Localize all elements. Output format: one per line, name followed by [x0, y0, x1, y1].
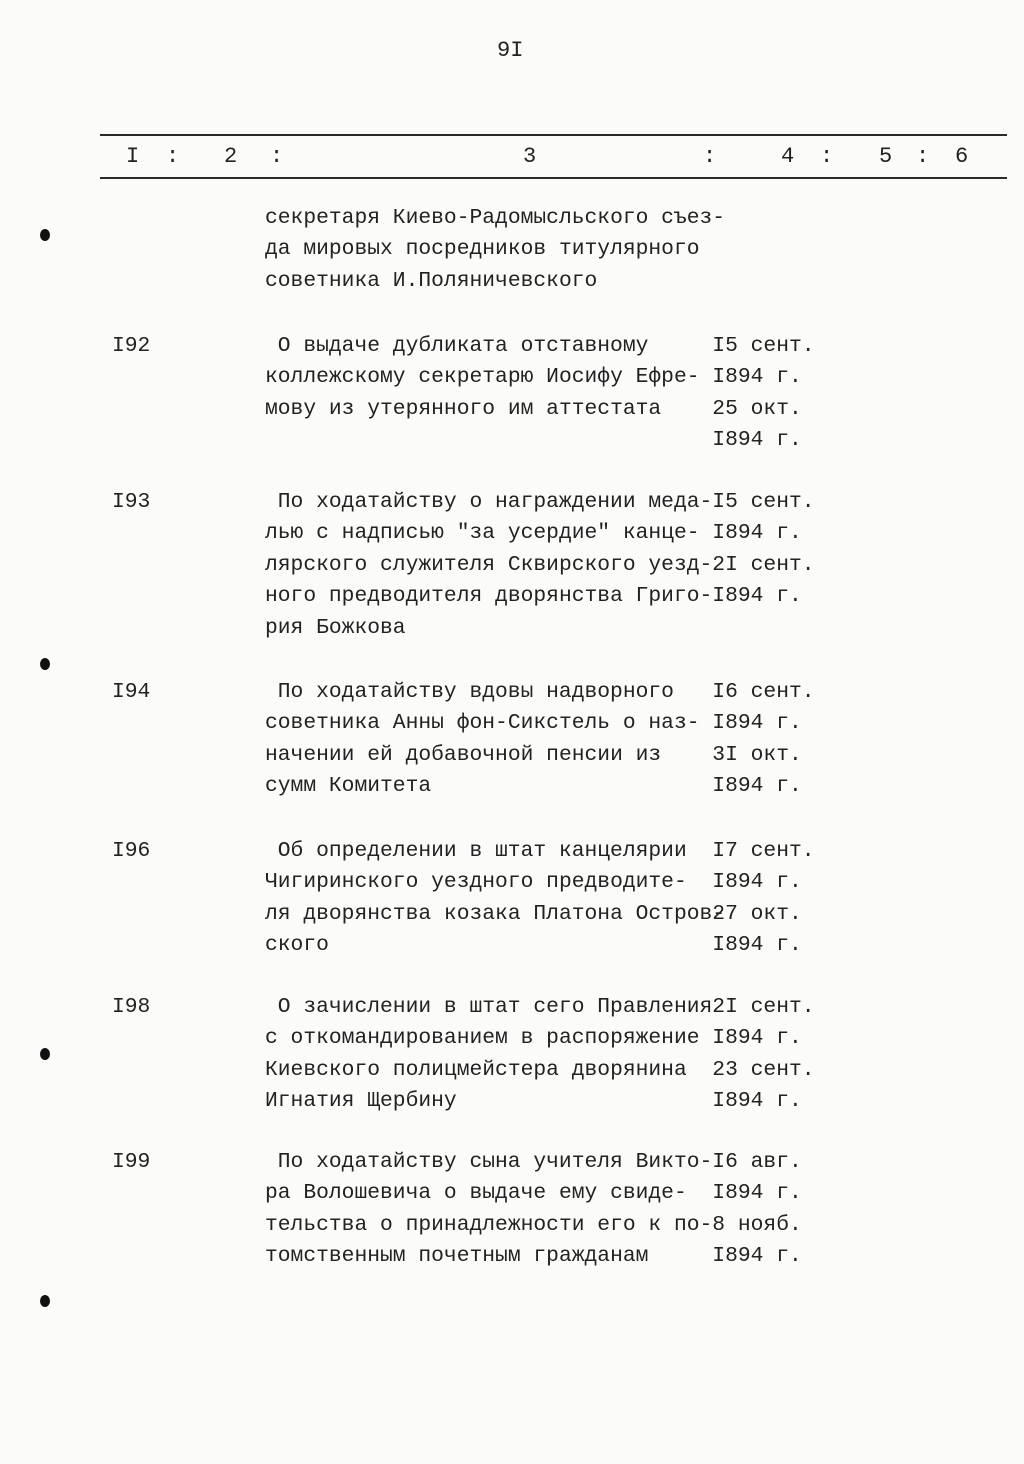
entry-date: I894 г. — [712, 1026, 802, 1051]
entry-line — [265, 581, 802, 612]
entry-text: По ходатайству о награждении меда- — [277, 490, 713, 514]
punch-hole-mark — [40, 1295, 50, 1307]
entry-line — [265, 394, 802, 425]
entry-date: I5 сент. — [712, 334, 815, 358]
page-number: 9I — [497, 38, 524, 63]
entry-text: Чигиринского уездного предводите- — [265, 870, 687, 895]
column-separator: : — [916, 144, 930, 169]
column-header-3: 3 — [523, 144, 537, 169]
entry-date: I894 г. — [712, 1244, 802, 1269]
entry-line — [265, 992, 815, 1023]
entry-line — [265, 1086, 802, 1117]
entry-date: I894 г. — [712, 870, 802, 895]
entry-text: советника И.Поляничевского — [265, 268, 598, 293]
punch-hole-mark — [40, 229, 50, 241]
entry-text: Игнатия Щербину — [265, 1089, 457, 1114]
entry-date: I894 г. — [712, 933, 802, 958]
entry-date: 3I окт. — [712, 742, 802, 767]
entry-line — [265, 899, 802, 930]
entry-text: ского — [265, 933, 329, 958]
entry-date: I894 г. — [712, 1181, 802, 1206]
entry-line — [265, 708, 802, 739]
entry-line — [265, 425, 802, 456]
entry-date: 25 окт. — [712, 396, 802, 421]
entry-line — [265, 1055, 815, 1086]
punch-hole-mark — [40, 658, 50, 670]
column-header-2: 2 — [224, 144, 238, 169]
entry-text: ля дворянства козака Платона Остров- — [265, 901, 726, 926]
entry-date: 27 окт. — [712, 901, 802, 926]
entry-line — [265, 550, 815, 581]
column-header-4: 4 — [781, 144, 795, 169]
entry-number: I93 — [112, 490, 151, 514]
column-separator: : — [703, 144, 717, 169]
entry-line — [265, 613, 712, 644]
entry-line — [265, 867, 802, 898]
column-header-I: I — [126, 144, 140, 169]
entry-text: Киевского полицмейстера дворянина — [265, 1057, 687, 1082]
entry-text: тельства о принадлежности его к по- — [265, 1212, 713, 1237]
entry-line — [265, 677, 815, 708]
entry-text: советника Анны фон-Сикстель о наз- — [265, 711, 700, 736]
entry-date: I5 сент. — [712, 490, 815, 514]
entry-text: коллежскому секретарю Иосифу Ефре- — [265, 365, 700, 390]
entry-date: I894 г. — [712, 1089, 802, 1114]
header-top-rule — [100, 134, 1007, 136]
entry-text: томственным почетным гражданам — [265, 1244, 649, 1269]
entry-line — [265, 1178, 802, 1209]
column-separator: : — [270, 144, 284, 169]
entry-line — [265, 1210, 802, 1241]
entry-text: По ходатайству сына учителя Викто- — [277, 1150, 713, 1174]
entry-text: О зачислении в штат сего Правления — [277, 995, 713, 1019]
entry-number: I99 — [112, 1150, 151, 1174]
entry-text: сумм Комитета — [265, 774, 432, 799]
punch-hole-mark — [40, 1048, 50, 1060]
entry-text: начении ей добавочной пенсии из — [265, 742, 662, 767]
entry-line — [265, 234, 712, 265]
entry-text: О выдаче дубликата отставному — [277, 334, 649, 358]
entry-line — [265, 518, 802, 549]
entry-line — [265, 1023, 802, 1054]
entry-line — [265, 266, 712, 297]
entry-line — [265, 771, 802, 802]
entry-text: По ходатайству вдовы надворного — [277, 680, 674, 704]
entry-line — [265, 1241, 802, 1272]
entry-number: I96 — [112, 839, 151, 863]
entry-date: I894 г. — [712, 584, 802, 609]
entry-line — [265, 331, 815, 362]
entry-date: I894 г. — [712, 711, 802, 736]
entry-text: мову из утерянного им аттестата — [265, 396, 662, 421]
entry-text: рия Божкова — [265, 615, 406, 640]
entry-date: I894 г. — [712, 428, 802, 453]
entry-date: I6 сент. — [712, 680, 815, 704]
column-header-5: 5 — [879, 144, 893, 169]
entry-date: I6 авг. — [712, 1150, 802, 1174]
entry-date: 8 нояб. — [712, 1212, 802, 1237]
entry-line — [265, 930, 802, 961]
entry-number: I98 — [112, 995, 151, 1019]
entry-date: I894 г. — [712, 521, 802, 546]
entry-date: 2I сент. — [712, 995, 815, 1019]
entry-date: I7 сент. — [712, 839, 815, 863]
entry-text: да мировых посредников титулярного — [265, 237, 700, 262]
entry-text: с откомандированием в распоряжение — [265, 1026, 700, 1051]
entry-text: лярского служителя Сквирского уезд- — [265, 552, 713, 577]
entry-text: лью с надписью "за усердие" канце- — [265, 521, 700, 546]
entry-line — [265, 836, 815, 867]
entry-date: I894 г. — [712, 774, 802, 799]
entry-text: Об определении в штат канцелярии — [277, 839, 687, 863]
entry-date: 2I сент. — [712, 552, 815, 577]
header-bottom-rule — [100, 177, 1007, 179]
entry-date: I894 г. — [712, 365, 802, 390]
column-separator: : — [166, 144, 180, 169]
entry-line — [265, 203, 726, 234]
entry-text: ного предводителя дворянства Григо- — [265, 584, 713, 609]
entry-text: секретаря Киево-Радомысльского съез- — [265, 206, 726, 230]
entry-line — [265, 740, 802, 771]
entry-line — [265, 362, 802, 393]
entry-line — [265, 487, 815, 518]
entry-text: ра Волошевича о выдаче ему свиде- — [265, 1181, 687, 1206]
entry-line — [265, 1147, 802, 1178]
column-header-6: 6 — [955, 144, 969, 169]
entry-number: I92 — [112, 334, 151, 358]
entry-date: 23 сент. — [712, 1057, 815, 1082]
entry-number: I94 — [112, 680, 151, 704]
column-separator: : — [820, 144, 834, 169]
